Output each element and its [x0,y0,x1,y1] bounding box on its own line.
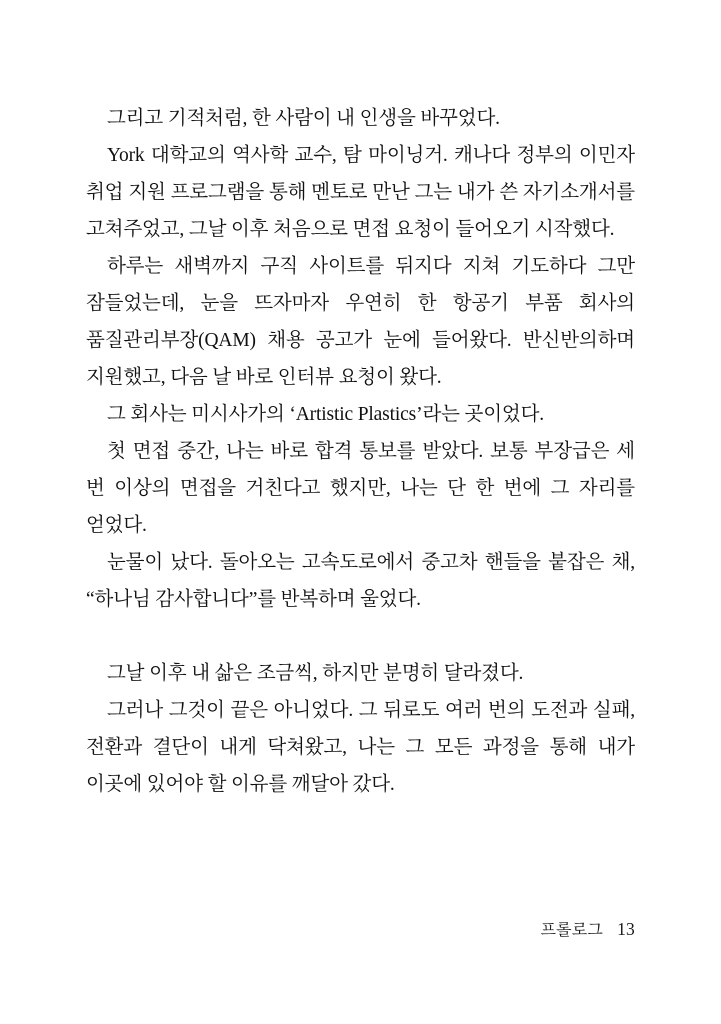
page-number: 13 [617,919,635,939]
paragraph: 첫 면접 중간, 나는 바로 합격 통보를 받았다. 보통 부장급은 세 번 이상의 면접을 거친다고 했지만, 나는 단 한 번에 그 자리를 얻었다. [86,441,635,536]
paragraph: 그러나 그것이 끝은 아니었다. 그 뒤로도 여러 번의 도전과 실패, 전환과 결단이 내게 닥쳐왔고, 나는 그 모든 과정을 통해 내가 이곳에 있어야 할 이유를 깨달아 갔다. [86,700,635,795]
paragraph: York 대학교의 역사학 교수, 탐 마이닝거. 캐나다 정부의 이민자 취업 지원 프로그램을 통해 멘토로 만난 그는 내가 쓴 자기소개서를 고쳐주었고, 그날 이후 처음으로 면접 요청이 들어오기 시작했다. [86,145,635,240]
page-body [86,100,635,803]
paragraph: 하루는 새벽까지 구직 사이트를 뒤지다 지쳐 기도하다 그만 잠들었는데, 눈을 뜨자마자 우연히 한 항공기 부품 회사의 품질관리부장(QAM) 채용 공고가 눈에 들어왔다. 반신반의하며 지원했고, 다음 날 바로 인터뷰 요청이 왔다. [86,256,635,388]
page-footer [0,917,635,940]
paragraph: 그리고 기적처럼, 한 사람이 내 인생을 바꾸었다. [107,108,500,129]
footer-section-label: 프롤로그 [540,922,604,939]
paragraph-spacer [86,618,635,655]
paragraph: 그 회사는 미시사가의 ‘Artistic Plastics’라는 곳이었다. [107,404,545,425]
paragraph: 눈물이 났다. 돌아오는 고속도로에서 중고차 핸들을 붙잡은 채, “하나님 감사합니다”를 반복하며 울었다. [86,552,635,610]
paragraph: 그날 이후 내 삶은 조금씩, 하지만 분명히 달라졌다. [107,663,524,684]
